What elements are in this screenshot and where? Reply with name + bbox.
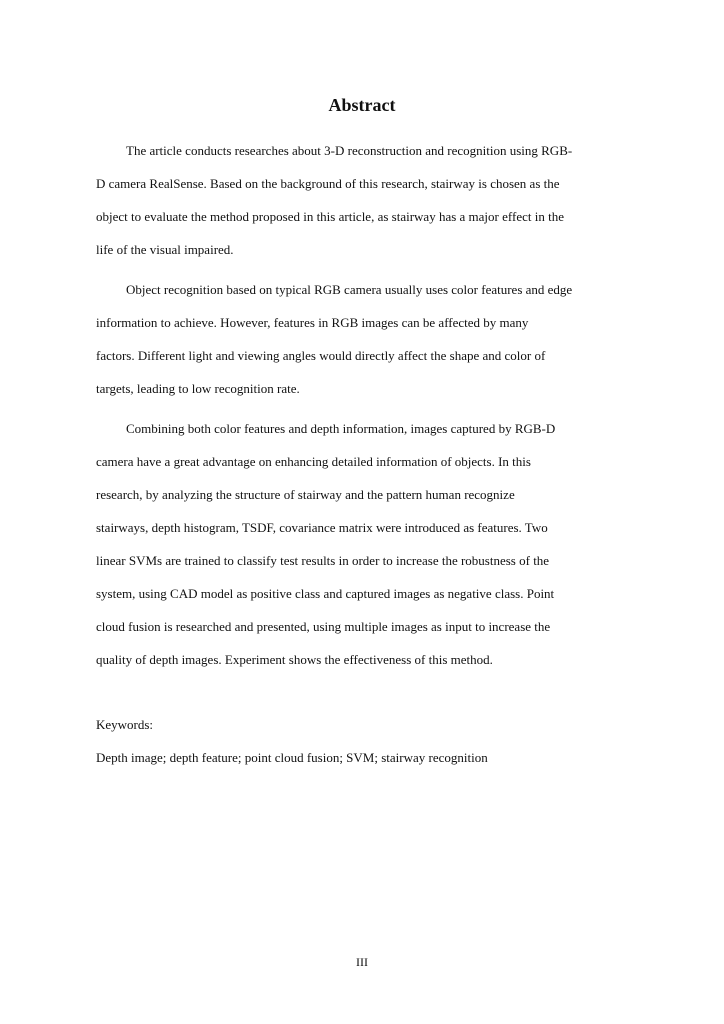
paragraph-3-line-6: system, using CAD model as positive class and captured images as negative class. Point	[96, 586, 555, 601]
paragraph-3-line-8: quality of depth images. Experiment shows the effectiveness of this method.	[96, 652, 493, 667]
paragraph-1-line-1: The article conducts researches about 3-D reconstruction and recognition using RGB-	[126, 143, 573, 158]
paragraph-3-line-2: camera have a great advantage on enhancing detailed information of objects. In this	[96, 454, 531, 469]
page-number: III	[356, 955, 368, 969]
paragraph-3-line-3: research, by analyzing the structure of stairway and the pattern human recognize	[96, 487, 515, 502]
paragraph-3-line-5: linear SVMs are trained to classify test results in order to increase the robustness of the	[96, 553, 550, 568]
paragraph-2-line-2: information to achieve. However, features in RGB images can be affected by many	[96, 315, 529, 330]
paragraph-1-line-4: life of the visual impaired.	[96, 242, 234, 257]
paragraph-3-line-1: Combining both color features and depth information, images captured by RGB-D	[126, 421, 556, 436]
paragraph-3-line-7: cloud fusion is researched and presented, using multiple images as input to increase the	[96, 619, 551, 634]
paragraph-1-line-3: object to evaluate the method proposed in this article, as stairway has a major effect in the	[96, 209, 564, 224]
paragraph-3-line-4: stairways, depth histogram, TSDF, covariance matrix were introduced as features. Two	[96, 520, 548, 535]
paragraph-2-line-4: targets, leading to low recognition rate.	[96, 381, 300, 396]
paragraph-1-line-2: D camera RealSense. Based on the background of this research, stairway is chosen as the	[96, 176, 560, 191]
keywords-label: Keywords:	[96, 717, 154, 732]
keywords-text: Depth image; depth feature; point cloud fusion; SVM; stairway recognition	[96, 750, 488, 765]
paragraph-2-line-3: factors. Different light and viewing angles would directly affect the shape and color of	[96, 348, 546, 363]
paragraph-2-line-1: Object recognition based on typical RGB camera usually uses color features and edge	[126, 282, 573, 297]
abstract-title: Abstract	[328, 95, 396, 115]
